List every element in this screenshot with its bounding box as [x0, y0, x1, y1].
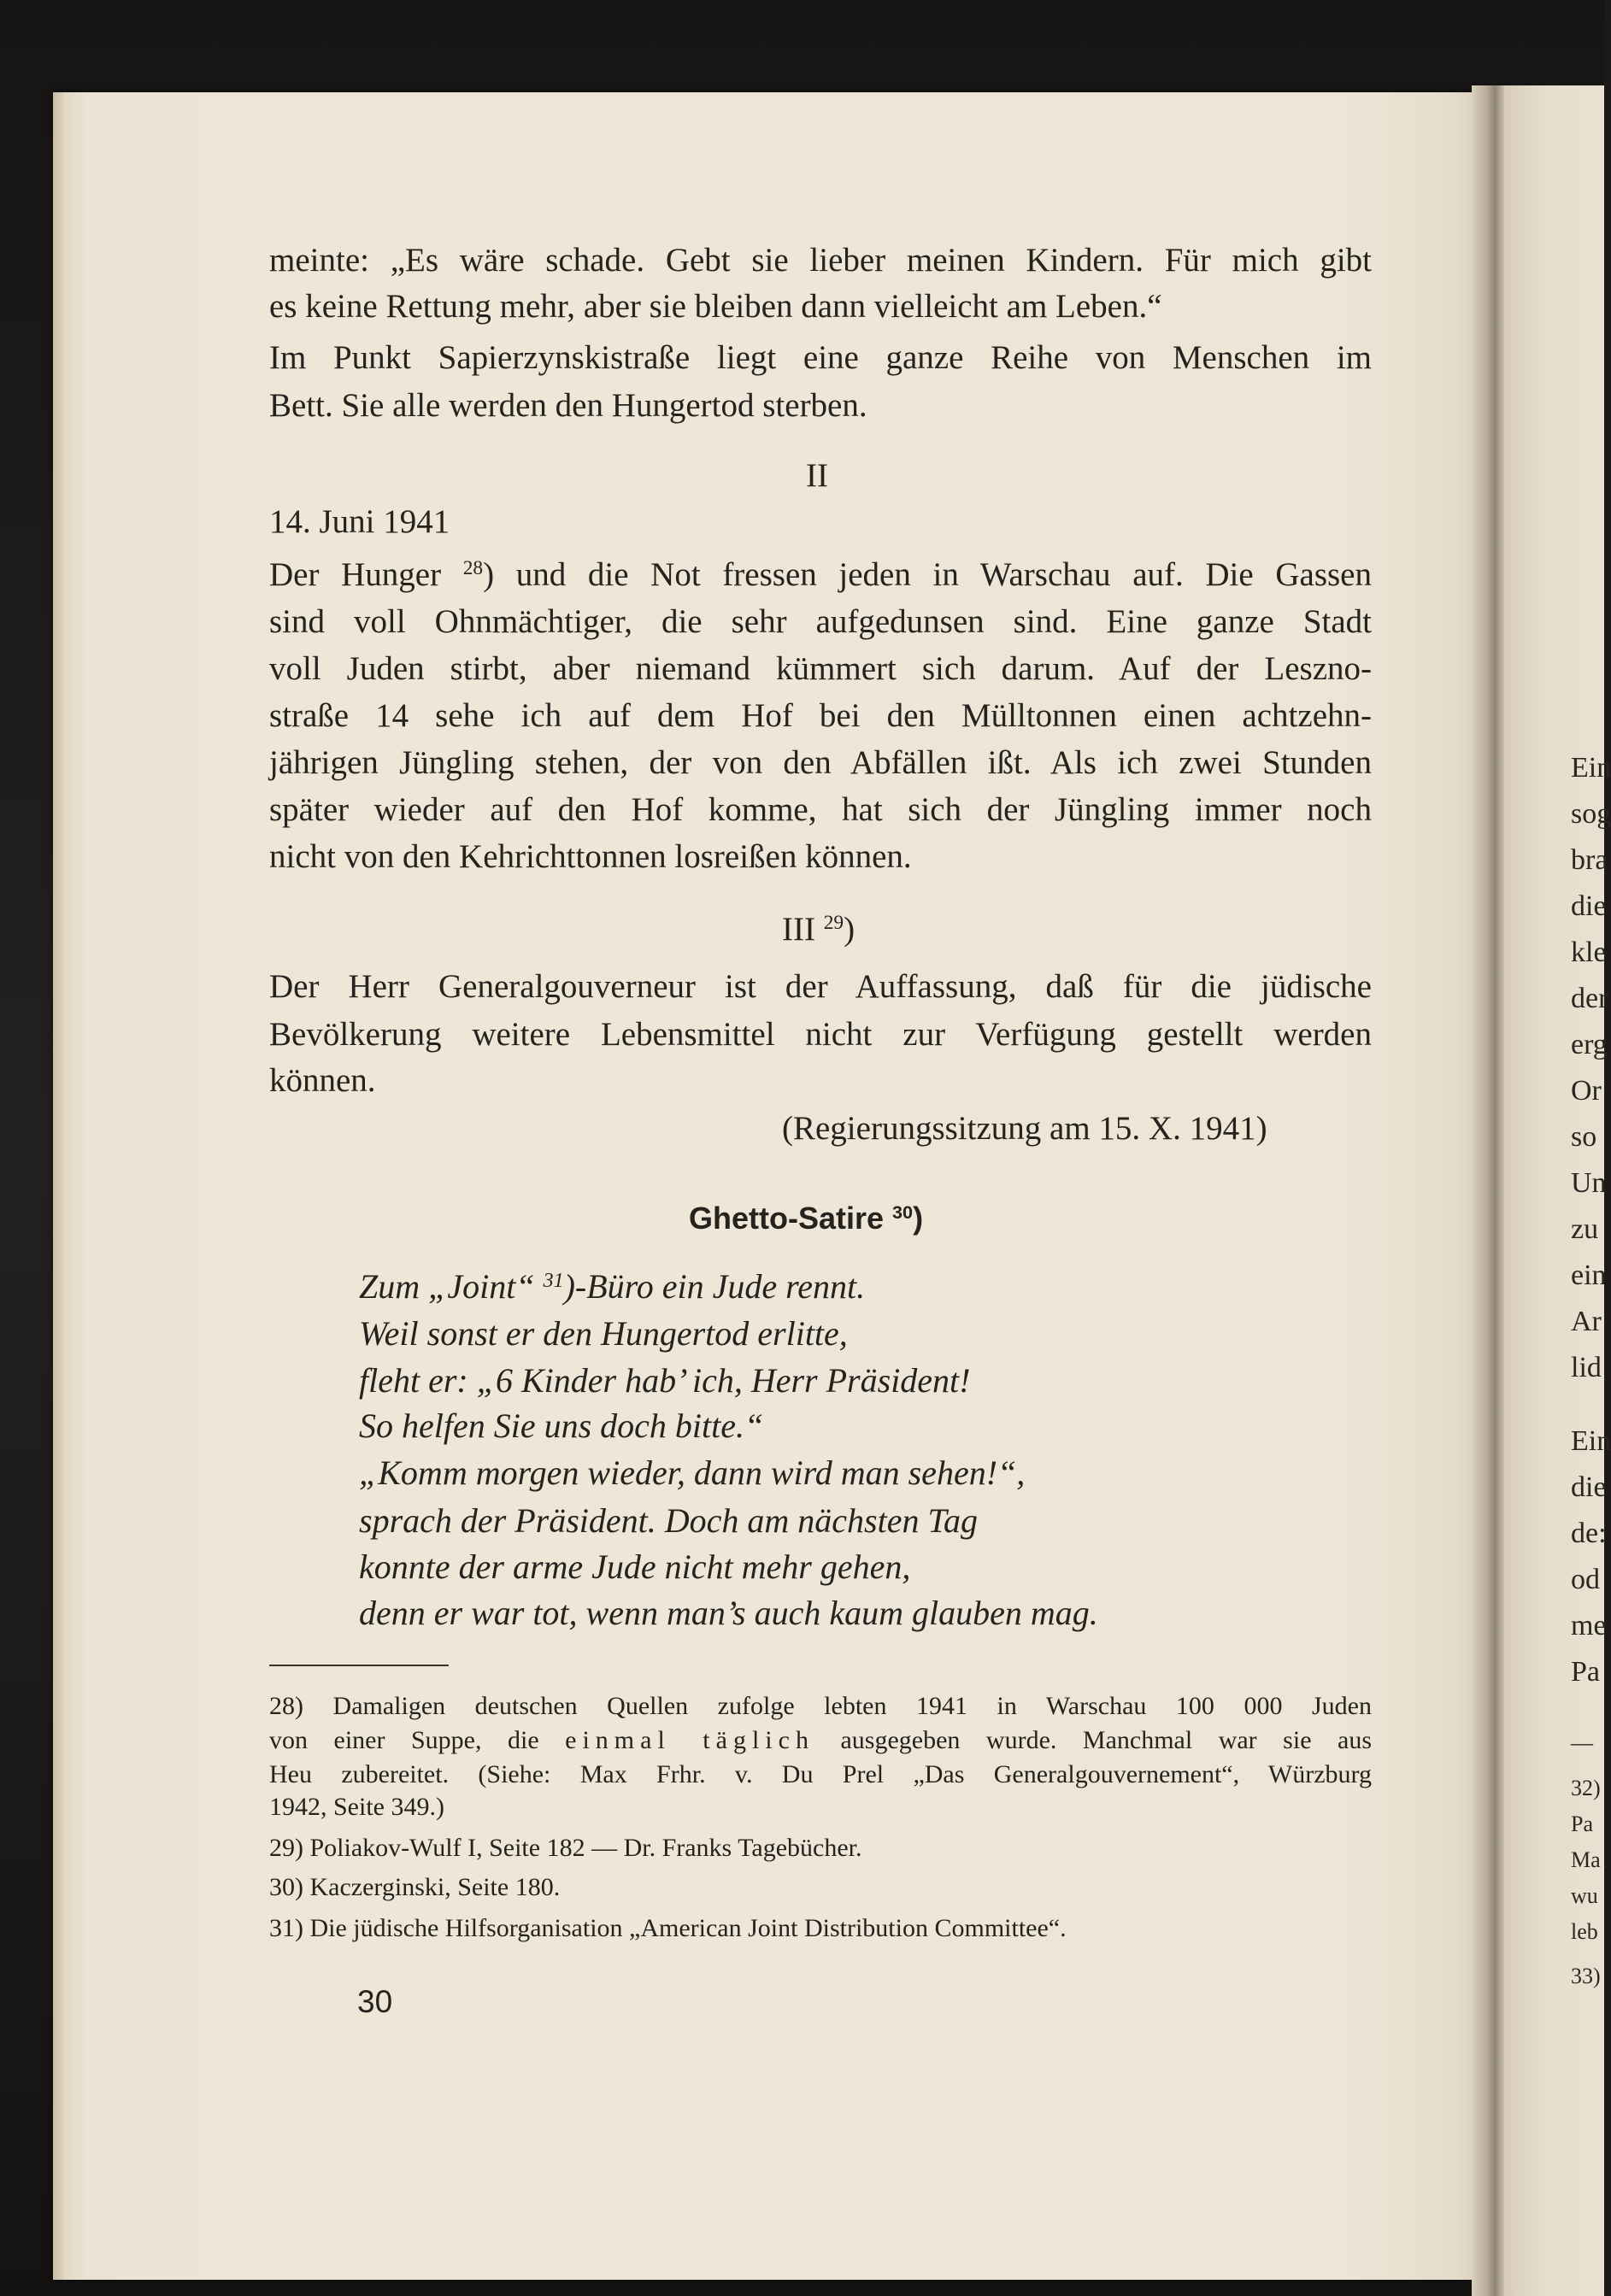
page-number: 30 [357, 1984, 393, 2019]
next-page-fragment: Ma [1571, 1847, 1601, 1872]
text-span: ) [913, 1201, 924, 1236]
footnote-ref: 29 [823, 912, 844, 935]
body-line: meinte: „Es wäre schade. Gebt sie lieber meinen Kindern. Für mich gibt [269, 242, 1372, 279]
next-page-fragment: die [1571, 890, 1607, 922]
body-line: Bevölkerung weitere Lebensmittel nicht zur Verfügung gestellt werden [269, 1016, 1372, 1053]
body-line: später wieder auf den Hof komme, hat sich der Jüngling immer noch [269, 791, 1372, 828]
footnote-ref: 28 [462, 557, 484, 580]
poem-line: So helfen Sie uns doch bitte.“ [359, 1406, 764, 1445]
body-line: jährigen Jüngling stehen, der von den Abfällen ißt. Als ich zwei Stunden [269, 744, 1372, 781]
poem-line: fleht er: „6 Kinder hab’ ich, Herr Präsident! [359, 1361, 971, 1400]
date-heading: 14. Juni 1941 [269, 503, 450, 540]
text-span: ) und die Not fressen jeden in Warschau auf. Die Gassen [483, 556, 1372, 593]
next-page-fragment: Or [1571, 1075, 1602, 1107]
poem-line: sprach der Präsident. Doch am nächsten Tag [359, 1501, 979, 1540]
body-line [269, 555, 1372, 594]
poem-line: Weil sonst er den Hungertod erlitte, [359, 1314, 848, 1353]
poem-line: „Komm morgen wieder, dann wird man sehen!“, [359, 1453, 1026, 1492]
next-page-fragment: bra [1571, 844, 1608, 876]
next-page-fragment: ein [1571, 1260, 1607, 1291]
next-page-fragment: 32) [1571, 1776, 1601, 1800]
section-heading-iii [782, 910, 855, 948]
next-page-fragment: Ein [1571, 752, 1611, 784]
next-page-fragment: Ein [1571, 1425, 1611, 1457]
body-line: Der Herr Generalgouverneur ist der Auffassung, daß für die jüdische [269, 968, 1372, 1005]
footnote-ref: 30 [892, 1201, 914, 1224]
next-page-fragment: Pa [1571, 1812, 1593, 1836]
next-page-fragment: Ar [1571, 1306, 1602, 1337]
next-page-fragment: sog [1571, 798, 1611, 830]
next-page-fragment: Pa [1571, 1656, 1600, 1688]
text-span: III [782, 911, 824, 948]
next-page-fragment: od [1571, 1564, 1600, 1595]
body-line: nicht von den Kehrichttonnen losreißen können. [269, 838, 912, 875]
footnote-28: 28) Damaligen deutschen Quellen zufolge lebten 1941 in Warschau 100 000 Juden [269, 1692, 1372, 1720]
next-page-fragment: leb [1571, 1919, 1598, 1944]
spaced-emphasis: einmal täglich [565, 1726, 814, 1754]
next-page-fragment: so [1571, 1121, 1597, 1153]
text-span: Zum „Joint“ [359, 1267, 544, 1306]
source-citation: (Regierungssitzung am 15. X. 1941) [782, 1110, 1267, 1147]
next-page-fragment: 33) [1571, 1964, 1601, 1988]
section-heading-ii: II [806, 457, 828, 494]
text-span: )-Büro ein Jude rennt. [563, 1267, 866, 1306]
next-page-fragment: Un [1571, 1167, 1607, 1199]
next-page-fragment: die [1571, 1471, 1607, 1503]
poem-line: denn er war tot, wenn man’s auch kaum glauben mag. [359, 1594, 1098, 1632]
footnote-28 [269, 1726, 1372, 1755]
body-line: Bett. Sie alle werden den Hungertod sterben. [269, 387, 867, 424]
footnote-ref: 31 [543, 1269, 564, 1292]
text-span: von einer Suppe, die [269, 1726, 566, 1754]
next-page-fragment: de: [1571, 1518, 1607, 1549]
next-page-fragment: — [1571, 1730, 1593, 1755]
next-page-fragment: me [1571, 1610, 1607, 1641]
satire-title [689, 1201, 923, 1236]
footnote-31: 31) Die jüdische Hilfsorganisation „American Joint Distribution Committee“. [269, 1914, 1067, 1942]
footnote-29: 29) Poliakov-Wulf I, Seite 182 — Dr. Franks Tagebücher. [269, 1834, 862, 1862]
text-span: Der Hunger [269, 556, 463, 593]
next-page-edge [1504, 85, 1611, 2296]
text-span: ausgegeben wurde. Manchmal war sie aus [814, 1726, 1373, 1754]
page-edge [53, 92, 63, 2280]
next-page-fragment: kle [1571, 937, 1607, 968]
body-line: Im Punkt Sapierzynskistraße liegt eine ganze Reihe von Menschen im [269, 339, 1372, 376]
body-line: können. [269, 1062, 376, 1099]
footnote-28: 1942, Seite 349.) [269, 1793, 444, 1821]
body-line: es keine Rettung mehr, aber sie bleiben dann vielleicht am Leben.“ [269, 288, 1162, 325]
body-line: voll Juden stirbt, aber niemand kümmert sich darum. Auf der Leszno- [269, 650, 1372, 687]
next-page-fragment: zu [1571, 1213, 1599, 1245]
body-line: sind voll Ohnmächtiger, die sehr aufgedunsen sind. Eine ganze Stadt [269, 603, 1372, 640]
next-page-fragment: erg [1571, 1029, 1608, 1060]
footnote-rule [269, 1665, 449, 1666]
text-span: ) [844, 911, 855, 948]
next-page-fragment: der [1571, 983, 1608, 1014]
body-line: straße 14 sehe ich auf dem Hof bei den Mülltonnen einen achtzehn- [269, 697, 1372, 734]
poem-line: konnte der arme Jude nicht mehr gehen, [359, 1547, 911, 1586]
text-span: Ghetto-Satire [689, 1201, 893, 1236]
footnote-30: 30) Kaczerginski, Seite 180. [269, 1873, 561, 1901]
next-page-fragment: wu [1571, 1883, 1598, 1908]
footnote-28: Heu zubereitet. (Siehe: Max Frhr. v. Du Prel „Das Generalgouvernement“, Würzburg [269, 1760, 1372, 1788]
poem-line [359, 1266, 865, 1307]
next-page-fragment: lid [1571, 1352, 1602, 1383]
